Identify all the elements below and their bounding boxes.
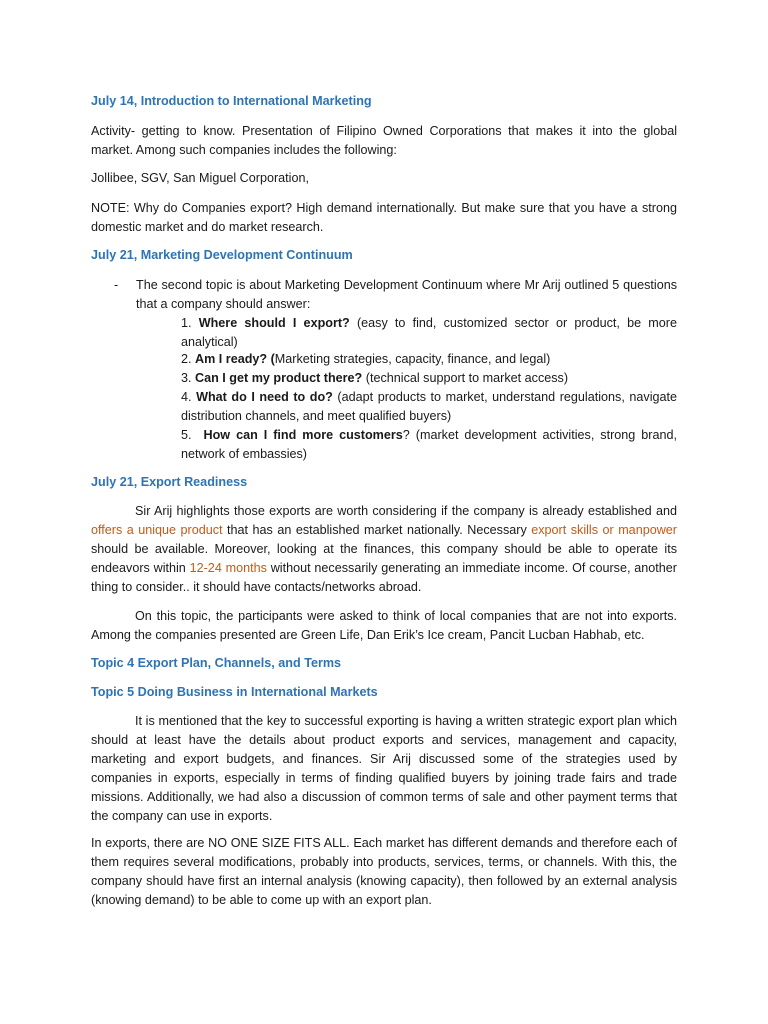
list-item [181, 426, 677, 464]
paragraph-continuum-intro: The second topic is about Marketing Development Continuum where Mr Arij outlined 5 questions that a company should answer: [136, 278, 677, 311]
item-detail: Marketing strategies, capacity, finance, and legal) [274, 352, 551, 366]
item-question: What do I need to do? [196, 390, 333, 404]
item-number: 4. [181, 390, 192, 404]
highlight-export-skills: export skills or manpower [531, 523, 677, 537]
paragraph-companies: Jollibee, SGV, San Miguel Corporation, [91, 171, 309, 185]
item-number: 3. [181, 371, 192, 385]
item-question: How can I find more customers [203, 428, 403, 442]
paragraph-readiness: Sir Arij highlights those exports are worth considering if the company is already established and offers a unique product that has an established market nationally. Necessary export skills or manpower should be available. Moreover, looking at the finances, this company should be able to operate its endeavors within 12-24 months without necessarily generating an immediate income. Of course, another thing to consider.. it should have contacts/networks abroad. [91, 504, 677, 594]
paragraph-local-companies: On this topic, the participants were asked to think of local companies that are not into exports. Among the companies presented are Green Life, Dan Erik’s Ice cream, Pancit Lucban Habhab, etc. [91, 609, 677, 642]
item-detail: (technical support to market access) [362, 371, 569, 385]
paragraph-no-one-size: In exports, there are NO ONE SIZE FITS ALL. Each market has different demands and therefore each of them requires several modifications, probably into products, services, terms, or channels. With this, the company should have first an internal analysis (knowing capacity), then followed by an external analysis (knowing demand) to be able to come up with an export plan. [91, 836, 677, 907]
highlight-months: 12-24 months [189, 561, 267, 575]
paragraph-note: NOTE: Why do Companies export? High demand internationally. But make sure that you have a strong domestic market and do market research. [91, 201, 677, 234]
item-detail: ? (market development activities, strong brand, network of embassies) [181, 428, 678, 461]
list-item [181, 388, 677, 426]
heading-topic-5: Topic 5 Doing Business in International Markets [91, 685, 378, 699]
paragraph-activity: Activity- getting to know. Presentation of Filipino Owned Corporations that makes it into the global market. Among such companies includes the following: [91, 124, 677, 157]
item-question: Where should I export? [198, 316, 350, 330]
bullet-dash: - [114, 278, 119, 292]
item-number: 1. [181, 316, 192, 330]
list-item [181, 350, 677, 369]
item-number: 5. [181, 428, 192, 442]
item-question: Am I ready? ( [195, 352, 275, 366]
list-item [181, 369, 677, 388]
item-detail: (adapt products to market, understand regulations, navigate distribution channels, and meet qualified buyers) [181, 390, 677, 423]
item-detail: (easy to find, customized sector or product, be more analytical) [181, 316, 677, 349]
heading-export-readiness: July 21, Export Readiness [91, 475, 248, 489]
heading-july-21-continuum: July 21, Marketing Development Continuum [91, 248, 353, 262]
item-question: Can I get my product there? [195, 371, 363, 385]
list-item [181, 314, 677, 352]
paragraph-export-plan: It is mentioned that the key to successful exporting is having a written strategic export plan which should at least have the details about product exports and services, management and capacity, marketing and export budgets, and finances. Sir Arij discussed some of the strategies used by companies in exports, especially in terms of finding qualified buyers by joining trade fairs and trade missions. Additionally, we had also a discussion of common terms of sale and other payment terms that the company can use in exports. [91, 714, 677, 823]
heading-july-14: July 14, Introduction to International Marketing [91, 94, 372, 108]
item-number: 2. [181, 352, 192, 366]
heading-topic-4: Topic 4 Export Plan, Channels, and Terms [91, 656, 342, 670]
highlight-unique-product: offers a unique product [91, 523, 223, 537]
